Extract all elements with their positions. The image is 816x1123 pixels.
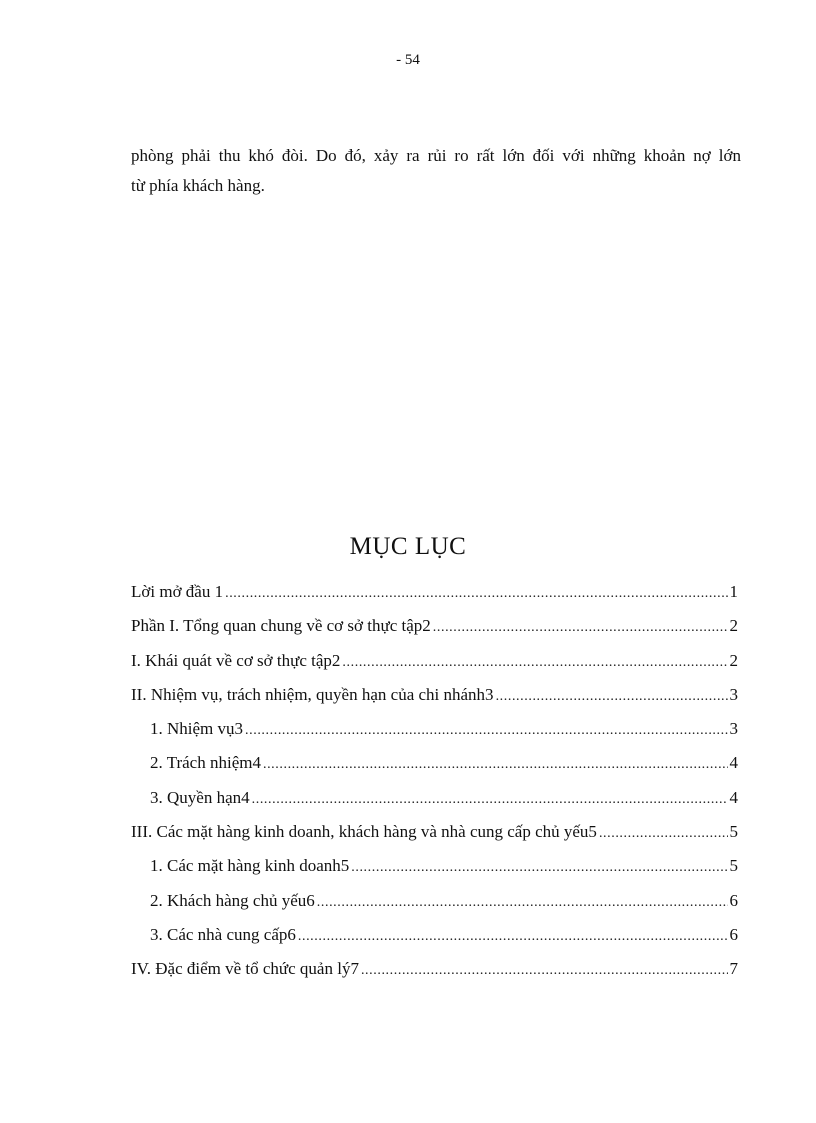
toc-entry-label: 2. Trách nhiệm4 xyxy=(150,753,261,773)
toc-entry-page: 2 xyxy=(729,616,738,636)
toc-dot-leader xyxy=(361,963,728,979)
toc-entry[interactable] xyxy=(131,856,738,890)
toc-entry-label: II. Nhiệm vụ, trách nhiệm, quyền hạn của chi nhánh3 xyxy=(131,684,494,704)
toc-entry[interactable] xyxy=(131,582,738,616)
toc-entry-label: Phần I. Tổng quan chung về cơ sở thực tập2 xyxy=(131,616,431,636)
toc-entry-page: 5 xyxy=(729,822,738,842)
paragraph-line: phòng phải thu khó đòi. Do đó, xảy ra rủi ro rất lớn đối với những khoản nợ lớn xyxy=(131,146,741,165)
toc-entry-label: Lời mở đầu 1 xyxy=(131,582,224,601)
toc-entry[interactable] xyxy=(131,719,738,753)
toc-entry-page: 7 xyxy=(729,959,738,979)
toc-entry[interactable] xyxy=(131,925,738,959)
toc-dot-leader xyxy=(317,895,728,911)
toc-entry-page: 2 xyxy=(729,650,738,670)
toc-entry-label: IV. Đặc điểm về tổ chức quản lý7 xyxy=(131,959,359,979)
toc-dot-leader xyxy=(496,689,728,705)
toc-entry-label: I. Khái quát về cơ sở thực tập2 xyxy=(131,650,341,670)
toc-title: MỤC LỤC xyxy=(349,533,467,560)
toc-entry[interactable] xyxy=(131,959,738,993)
toc-entry-page: 6 xyxy=(729,890,738,910)
toc-dot-leader xyxy=(342,655,727,671)
toc-entry-label: 3. Các nhà cung cấp6 xyxy=(150,924,296,944)
toc-dot-leader xyxy=(298,929,728,945)
toc-dot-leader xyxy=(245,723,727,739)
toc-entry-label: 3. Quyền hạn4 xyxy=(150,787,250,807)
toc-dot-leader xyxy=(225,586,727,602)
toc-dot-leader xyxy=(599,826,728,842)
toc-dot-leader xyxy=(263,757,728,773)
toc-entry[interactable] xyxy=(131,753,738,787)
toc-dot-leader xyxy=(433,620,728,636)
toc-dot-leader xyxy=(351,860,727,876)
toc-entry-label: 1. Nhiệm vụ3 xyxy=(150,719,244,739)
toc-entry[interactable] xyxy=(131,891,738,925)
toc-entry[interactable] xyxy=(131,616,738,650)
toc-entry-label: III. Các mặt hàng kinh doanh, khách hàng và nhà cung cấp chủ yếu5 xyxy=(131,822,597,842)
paragraph-line: từ phía khách hàng. xyxy=(131,176,265,195)
toc-entry[interactable] xyxy=(131,651,738,685)
page-number: - 54 xyxy=(396,52,420,68)
toc-entry-page: 4 xyxy=(729,787,738,807)
toc-entry-page: 4 xyxy=(729,753,738,773)
toc-entry[interactable] xyxy=(131,822,738,856)
toc-dot-leader xyxy=(252,792,728,808)
toc-entry-label: 2. Khách hàng chủ yếu6 xyxy=(150,890,315,910)
toc-entry-page: 6 xyxy=(729,924,738,944)
body-paragraph xyxy=(131,141,741,201)
toc-entry-label: 1. Các mặt hàng kinh doanh5 xyxy=(150,856,350,876)
toc-entry[interactable] xyxy=(131,788,738,822)
table-of-contents xyxy=(131,582,738,994)
toc-entry-page: 3 xyxy=(729,684,738,704)
toc-entry[interactable] xyxy=(131,685,738,719)
toc-entry-page: 3 xyxy=(729,719,738,739)
toc-entry-page: 5 xyxy=(729,856,738,876)
toc-entry-page: 1 xyxy=(729,582,738,601)
